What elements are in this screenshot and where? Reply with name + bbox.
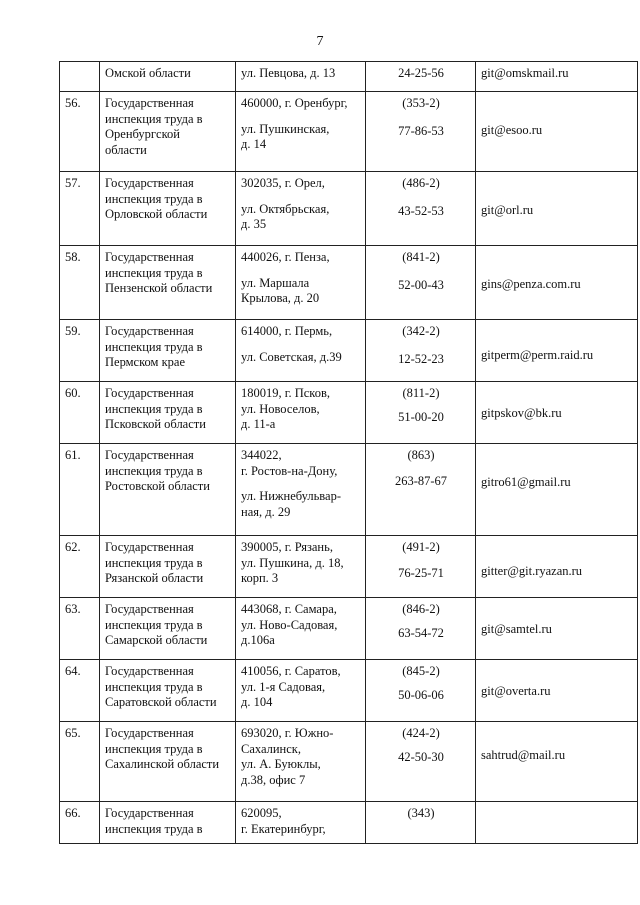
inspection-name-line: Государственная (105, 250, 194, 264)
inspection-name-line: Самарской области (105, 633, 208, 647)
row-number-cell (60, 660, 100, 722)
address-line: 460000, г. Оренбург, (241, 96, 348, 110)
inspection-name-line: Саратовской области (105, 695, 217, 709)
email-address: git@overta.ru (481, 684, 551, 698)
address-line: ул. Советская, д.39 (241, 349, 342, 364)
address-cell (236, 444, 366, 536)
address-cell (236, 802, 366, 844)
inspection-name-line: Государственная (105, 96, 194, 110)
inspection-name-line: инспекция труда в (105, 265, 203, 280)
inspection-name-cell (100, 92, 236, 172)
email-address: git@esoo.ru (481, 123, 543, 137)
phone-spacer (371, 192, 471, 204)
address-line: 620095, (241, 806, 282, 820)
phone-cell (366, 660, 476, 722)
phone-area-code: (342-2) (402, 324, 440, 338)
inspection-name-line: инспекция труда в (105, 191, 203, 206)
inspection-name-line: Государственная (105, 540, 194, 554)
row-number-cell (60, 320, 100, 382)
phone-spacer (371, 556, 471, 566)
row-number: 65. (65, 726, 81, 740)
inspection-name-line: инспекция труда в (105, 339, 203, 354)
email-cell (476, 92, 638, 172)
row-number: 64. (65, 664, 81, 678)
row-number: 66. (65, 806, 81, 820)
inspection-name-line: инспекция труда в (105, 741, 203, 756)
inspection-name-line: Государственная (105, 664, 194, 678)
phone-cell (366, 536, 476, 598)
phone-number: 76-25-71 (398, 565, 444, 580)
phone-cell (366, 246, 476, 320)
address-line: ул. Певцова, д. 13 (241, 66, 336, 80)
table-body (60, 62, 638, 844)
row-number-cell (60, 246, 100, 320)
phone-number: 24-25-56 (398, 66, 444, 80)
phone-spacer (371, 618, 471, 626)
inspection-name-cell (100, 444, 236, 536)
table-row (60, 660, 638, 722)
phone-cell (366, 92, 476, 172)
address-line: ул. Пушкинская, (241, 121, 330, 136)
address-cell (236, 382, 366, 444)
table-row (60, 536, 638, 598)
email-cell (476, 722, 638, 802)
address-line: Сахалинск, (241, 741, 301, 756)
email-address: gitperm@perm.raid.ru (481, 348, 594, 362)
row-number-cell (60, 802, 100, 844)
inspection-name-cell (100, 802, 236, 844)
email-cell (476, 172, 638, 246)
inspection-name-cell (100, 382, 236, 444)
row-number-cell (60, 722, 100, 802)
email-address: sahtrud@mail.ru (481, 748, 566, 762)
email-address: gins@penza.com.ru (481, 277, 581, 291)
address-cell (236, 598, 366, 660)
email-address: git@omskmail.ru (481, 66, 569, 80)
phone-cell (366, 320, 476, 382)
row-number: 61. (65, 448, 81, 462)
email-cell (476, 660, 638, 722)
phone-cell (366, 444, 476, 536)
inspection-name-line: инспекция труда в (105, 821, 203, 836)
page-number: 7 (316, 34, 324, 49)
email-cell (476, 536, 638, 598)
inspection-name-line: Государственная (105, 324, 194, 338)
inspection-name-line: Государственная (105, 448, 194, 462)
phone-number: 77-86-53 (398, 123, 444, 138)
inspection-name-line: инспекция труда в (105, 617, 203, 632)
phone-number: 51-00-20 (398, 409, 444, 424)
inspection-name-cell (100, 246, 236, 320)
address-line: 410056, г. Саратов, (241, 664, 341, 678)
row-number-cell (60, 536, 100, 598)
address-line: ул. Нижнебульвар- (241, 489, 341, 503)
phone-area-code: (491-2) (402, 540, 440, 554)
inspection-name-cell (100, 320, 236, 382)
phone-spacer (371, 266, 471, 278)
inspection-name-line: Государственная (105, 602, 194, 616)
phone-spacer (371, 402, 471, 410)
address-spacer (241, 340, 361, 350)
row-number: 62. (65, 540, 81, 554)
phone-area-code: (845-2) (402, 664, 440, 678)
address-spacer (241, 112, 361, 122)
inspection-name-line: инспекция труда в (105, 555, 203, 570)
phone-cell (366, 382, 476, 444)
phone-spacer (371, 464, 471, 474)
address-cell (236, 172, 366, 246)
phone-cell (366, 62, 476, 92)
inspection-name-cell (100, 598, 236, 660)
address-line: 180019, г. Псков, (241, 386, 331, 400)
address-spacer (241, 479, 361, 489)
phone-area-code: (846-2) (402, 602, 440, 616)
address-spacer (241, 192, 361, 202)
address-line: ул. Маршала (241, 275, 310, 290)
row-number-cell (60, 172, 100, 246)
phone-number: 43-52-53 (398, 203, 444, 218)
phone-cell (366, 598, 476, 660)
phone-area-code: (863) (407, 448, 435, 462)
inspection-name-cell (100, 172, 236, 246)
address-cell (236, 722, 366, 802)
table-row (60, 92, 638, 172)
phone-number: 42-50-30 (398, 749, 444, 764)
address-line: д. 35 (241, 217, 267, 231)
inspection-name-line: Оренбургской (105, 127, 180, 141)
table-row (60, 722, 638, 802)
phone-cell (366, 802, 476, 844)
row-number: 59. (65, 324, 81, 338)
phone-number: 263-87-67 (394, 473, 448, 488)
address-cell (236, 246, 366, 320)
table-row (60, 444, 638, 536)
inspection-name-cell (100, 660, 236, 722)
email-address: git@samtel.ru (481, 622, 552, 636)
email-cell (476, 62, 638, 92)
row-number: 60. (65, 386, 81, 400)
inspection-name-line: Государственная (105, 176, 194, 190)
address-line: д.106а (241, 633, 275, 647)
address-line: 440026, г. Пенза, (241, 250, 330, 264)
email-address: git@orl.ru (481, 203, 534, 217)
phone-area-code: (811-2) (402, 386, 440, 400)
address-line: 390005, г. Рязань, (241, 540, 333, 554)
phone-number: 63-54-72 (398, 625, 444, 640)
inspection-name-line: Пензенской области (105, 281, 213, 295)
phone-number: 12-52-23 (398, 351, 444, 366)
address-line: ул. Новоселов, (241, 401, 320, 416)
row-number-cell (60, 444, 100, 536)
address-line: г. Ростов-на-Дону, (241, 463, 338, 478)
address-cell (236, 92, 366, 172)
table-row (60, 172, 638, 246)
inspection-name-cell (100, 722, 236, 802)
phone-number: 52-00-43 (398, 277, 444, 292)
table-row (60, 320, 638, 382)
phone-area-code: (486-2) (402, 176, 440, 190)
labor-inspection-contacts-table (59, 61, 638, 844)
inspection-name-cell (100, 62, 236, 92)
table-row (60, 62, 638, 92)
address-line: ул. Пушкина, д. 18, (241, 555, 344, 570)
address-line: 693020, г. Южно- (241, 726, 334, 740)
inspection-name-line: инспекция труда в (105, 679, 203, 694)
row-number: 57. (65, 176, 81, 190)
address-line: ул. 1-я Садовая, (241, 679, 326, 694)
email-cell (476, 320, 638, 382)
address-line: 443068, г. Самара, (241, 602, 337, 616)
row-number-cell (60, 382, 100, 444)
table-row (60, 246, 638, 320)
row-number: 58. (65, 250, 81, 264)
inspection-name-line: Государственная (105, 386, 194, 400)
inspection-name-line: инспекция труда в (105, 401, 203, 416)
inspection-name-line: инспекция труда в (105, 463, 203, 478)
phone-spacer (371, 112, 471, 124)
address-cell (236, 660, 366, 722)
table-row (60, 802, 638, 844)
address-line: ул. Октябрьская, (241, 201, 330, 216)
row-number-cell (60, 598, 100, 660)
address-line: 344022, (241, 448, 282, 462)
phone-area-code: (841-2) (402, 250, 440, 264)
email-cell (476, 444, 638, 536)
address-line: 302035, г. Орел, (241, 176, 325, 190)
address-line: ул. Ново-Садовая, (241, 617, 338, 632)
email-address: gitter@git.ryazan.ru (481, 564, 583, 578)
email-address: gitpskov@bk.ru (481, 406, 562, 420)
table-row (60, 598, 638, 660)
address-line: 614000, г. Пермь, (241, 324, 333, 338)
inspection-name-line: Пермском крае (105, 355, 185, 369)
row-number: 56. (65, 96, 81, 110)
phone-cell (366, 172, 476, 246)
email-cell (476, 382, 638, 444)
phone-spacer (371, 680, 471, 688)
address-line: д.38, офис 7 (241, 772, 306, 787)
phone-area-code: (424-2) (402, 726, 440, 740)
email-cell (476, 246, 638, 320)
inspection-name-line: Омской области (105, 66, 191, 80)
address-cell (236, 62, 366, 92)
address-cell (236, 320, 366, 382)
row-number-cell (60, 62, 100, 92)
inspection-name-line: Рязанской области (105, 571, 204, 585)
inspection-name-line: Псковской области (105, 417, 206, 431)
address-line: д. 14 (241, 137, 267, 151)
phone-cell (366, 722, 476, 802)
address-cell (236, 536, 366, 598)
address-spacer (241, 266, 361, 276)
address-line: г. Екатеринбург, (241, 821, 326, 836)
inspection-name-line: области (105, 142, 147, 157)
inspection-name-line: Сахалинской области (105, 757, 220, 771)
table-row (60, 382, 638, 444)
inspection-name-cell (100, 536, 236, 598)
phone-number: 50-06-06 (398, 687, 444, 702)
inspection-name-line: Ростовской области (105, 479, 210, 493)
address-line: д. 104 (241, 695, 273, 709)
email-cell (476, 802, 638, 844)
inspection-name-line: инспекция труда в (105, 111, 203, 126)
row-number-cell (60, 92, 100, 172)
phone-area-code: (353-2) (402, 96, 440, 110)
address-line: д. 11-а (241, 417, 276, 431)
inspection-name-line: Государственная (105, 726, 194, 740)
email-cell (476, 598, 638, 660)
address-line: ная, д. 29 (241, 504, 291, 519)
inspection-name-line: Орловской области (105, 207, 208, 221)
row-number: 63. (65, 602, 81, 616)
inspection-name-line: Государственная (105, 806, 194, 820)
phone-spacer (371, 340, 471, 352)
address-line: Крылова, д. 20 (241, 291, 320, 305)
address-line: ул. А. Буюклы, (241, 757, 321, 771)
address-line: корп. 3 (241, 571, 279, 585)
phone-area-code: (343) (407, 806, 435, 820)
email-address: gitro61@gmail.ru (481, 475, 571, 489)
phone-spacer (371, 742, 471, 750)
